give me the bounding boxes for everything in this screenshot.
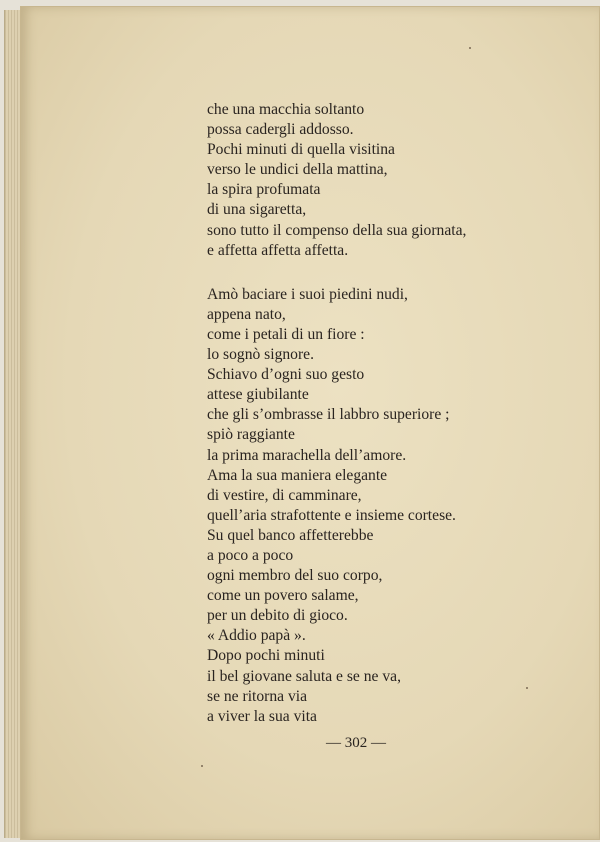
stanza-2 bbox=[207, 285, 597, 727]
paper-speck bbox=[201, 765, 203, 767]
poem-line: di vestire, di camminare, bbox=[207, 486, 362, 504]
book-page bbox=[20, 6, 600, 840]
poem-line: come i petali di un fiore : bbox=[207, 325, 365, 343]
poem-line: attese giubilante bbox=[207, 386, 309, 404]
paper-speck bbox=[469, 47, 471, 49]
poem-line: Su quel banco affetterebbe bbox=[207, 526, 374, 544]
poem-line: Ama la sua maniera elegante bbox=[207, 466, 388, 484]
poem-line: il bel giovane saluta e se ne va, bbox=[207, 667, 401, 685]
poem-line: Amò baciare i suoi piedini nudi, bbox=[207, 285, 408, 303]
poem-line: Dopo pochi minuti bbox=[207, 647, 325, 665]
poem-line: a viver la sua vita bbox=[207, 707, 317, 725]
poem-line: a poco a poco bbox=[207, 546, 294, 564]
poem-line: che gli s’ombrasse il labbro superiore ; bbox=[207, 406, 450, 424]
poem-line: appena nato, bbox=[207, 305, 286, 323]
poem-line: e affetta affetta affetta. bbox=[207, 241, 349, 259]
poem-line: « Addio papà ». bbox=[207, 627, 306, 645]
poem-line: come un povero salame, bbox=[207, 587, 359, 605]
poem-text bbox=[207, 100, 597, 727]
poem-line: che una macchia soltanto bbox=[207, 101, 365, 118]
paper-speck bbox=[526, 687, 528, 689]
poem-line: lo sognò signore. bbox=[207, 346, 314, 364]
poem-line: verso le undici della mattina, bbox=[207, 161, 388, 179]
poem-line: spiò raggiante bbox=[207, 426, 295, 444]
poem-line: Pochi minuti di quella visitina bbox=[207, 141, 395, 159]
poem-line: di una sigaretta, bbox=[207, 201, 307, 219]
poem-line: possa cadergli addosso. bbox=[207, 121, 354, 139]
stanza-gap bbox=[207, 261, 597, 285]
poem-line: la spira profumata bbox=[207, 181, 321, 199]
poem-line: ogni membro del suo corpo, bbox=[207, 567, 383, 585]
poem-line: se ne ritorna via bbox=[207, 687, 308, 705]
poem-line: sono tutto il compenso della sua giornata, bbox=[207, 221, 467, 239]
poem-line: Schiavo d’ogni suo gesto bbox=[207, 366, 365, 384]
poem-line: la prima marachella dell’amore. bbox=[207, 446, 407, 464]
stanza-1 bbox=[207, 100, 597, 261]
poem-line: quell’aria strafottente e insieme cortese. bbox=[207, 506, 456, 524]
poem-line: per un debito di gioco. bbox=[207, 607, 348, 625]
page-number: — 302 — bbox=[326, 735, 386, 751]
